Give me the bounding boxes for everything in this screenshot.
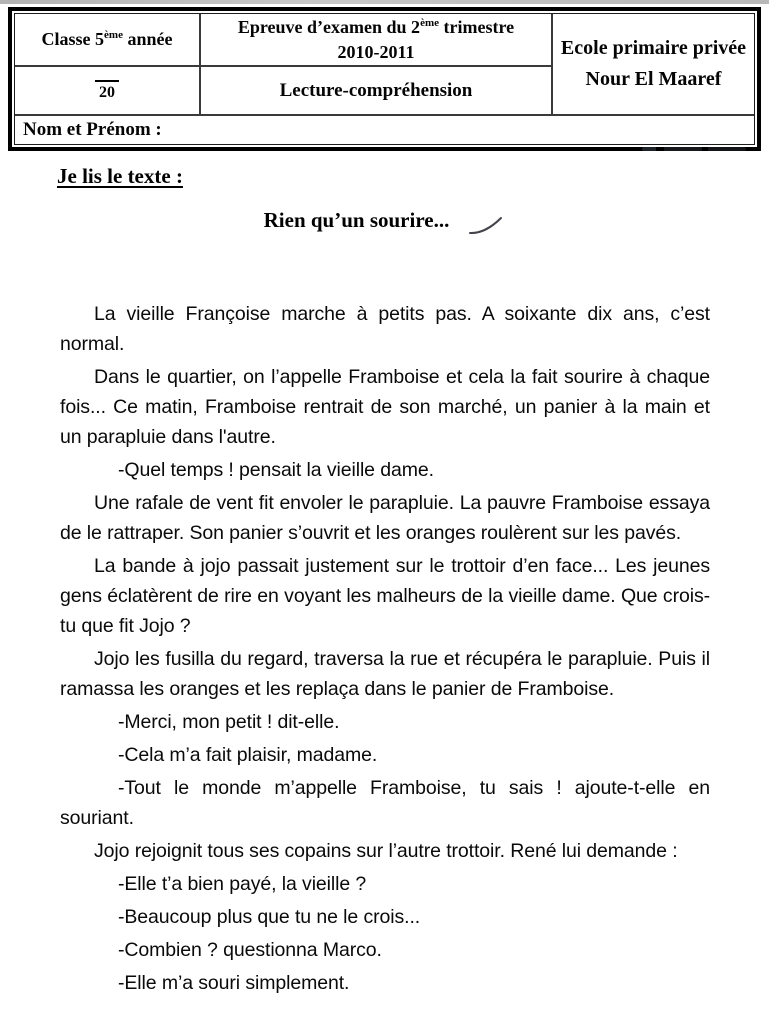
section-heading: Je lis le texte :	[57, 164, 183, 188]
story-paragraph: Une rafale de vent fit envoler le parapluie. La pauvre Framboise essaya de le rattraper. Son panier s’ouvrit et les oranges roulèrent sur les pavés.	[60, 492, 710, 544]
story-paragraph: -Cela m’a fait plaisir, madame.	[118, 744, 378, 766]
score-denominator: 20	[95, 80, 119, 102]
story-paragraph: -Merci, mon petit ! dit-elle.	[118, 711, 340, 733]
story-title-row	[0, 208, 769, 233]
pencil-smudge-artifact	[642, 147, 746, 151]
score-cell	[15, 67, 201, 116]
story-paragraph: Dans le quartier, on l’appelle Framboise et cela la fait sourire à chaque fois... Ce matin, Framboise rentrait de son marché, un panier à la main et un parapluie dans l'autre.	[60, 366, 710, 448]
exam-header-table	[8, 7, 761, 151]
story-paragraph: -Tout le monde m’appelle Framboise, tu sais ! ajoute-t-elle en souriant.	[60, 777, 710, 829]
reading-text	[60, 299, 710, 1001]
story-paragraph: -Combien ? questionna Marco.	[118, 939, 382, 961]
subject-label: Lecture-compréhension	[279, 79, 473, 101]
story-paragraph: -Elle m’a souri simplement.	[118, 972, 350, 994]
exam-title-cell	[201, 14, 553, 67]
school-name-line2: Nour El Maaref	[585, 68, 722, 90]
story-paragraph: -Quel temps ! pensait la vieille dame.	[118, 459, 434, 481]
exam-title-line1: Epreuve d’examen du 2ème trimestre	[237, 17, 515, 38]
school-cell	[553, 14, 754, 116]
pen-stroke-icon	[467, 215, 505, 237]
story-paragraph: -Elle t’a bien payé, la vieille ?	[118, 873, 367, 895]
class-label: Classe 5ème année	[41, 29, 173, 49]
exam-header-grid	[14, 13, 755, 145]
class-cell	[15, 14, 201, 67]
story-paragraph: Jojo rejoignit tous ses copains sur l’autre trottoir. René lui demande :	[94, 840, 678, 862]
name-field-cell	[15, 116, 754, 144]
story-title: Rien qu’un sourire...	[263, 208, 450, 232]
exam-title-line2: 2010-2011	[337, 41, 415, 62]
story-paragraph: La bande à jojo passait justement sur le trottoir d’en face... Les jeunes gens éclatèrent de rire en voyant les malheurs de la vieille dame. Que crois-tu que fit Jojo ?	[60, 555, 710, 637]
story-paragraph: La vieille Françoise marche à petits pas. A soixante dix ans, c’est normal.	[60, 303, 710, 355]
story-paragraph: -Beaucoup plus que tu ne le crois...	[118, 906, 421, 928]
subject-cell	[201, 67, 553, 116]
story-paragraph: Jojo les fusilla du regard, traversa la rue et récupéra le parapluie. Puis il ramassa les oranges et les replaça dans le panier de Framboise.	[60, 648, 710, 700]
name-field-label: Nom et Prénom :	[23, 119, 162, 140]
school-name-line1: Ecole primaire privée	[560, 37, 747, 59]
scan-edge-artifact	[0, 0, 769, 4]
